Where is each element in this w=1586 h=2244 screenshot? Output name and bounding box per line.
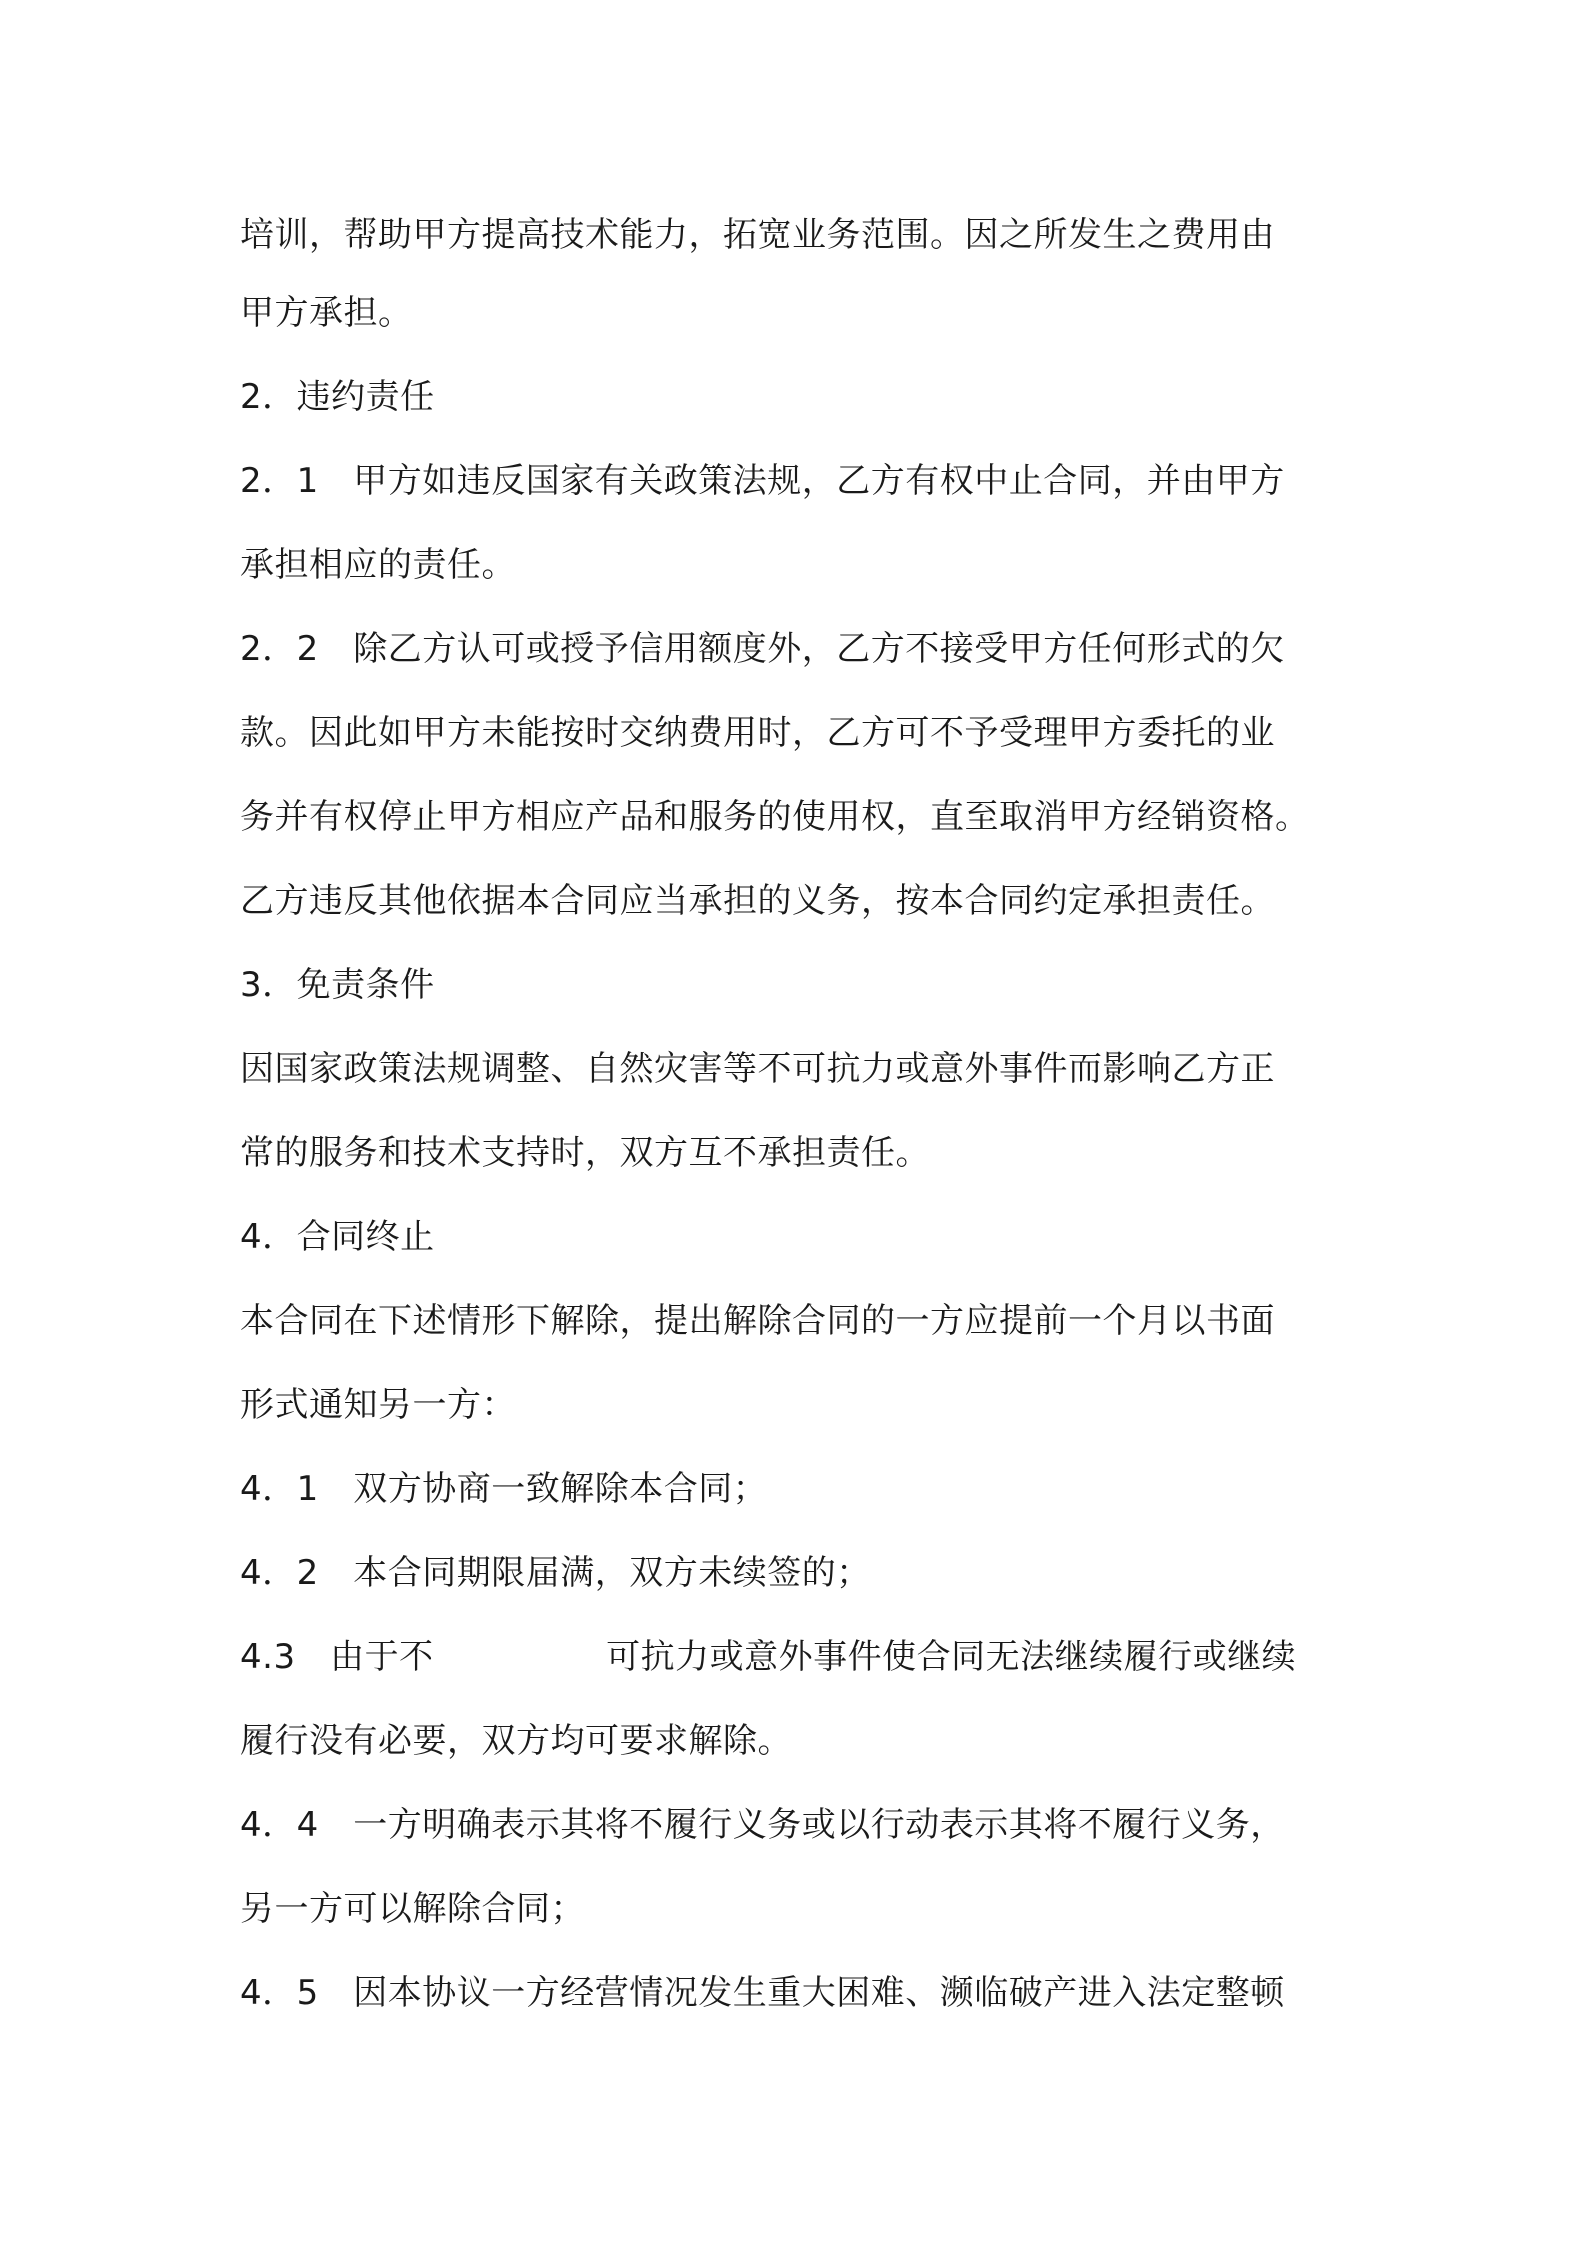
clause-line: 4．5 因本协议一方经营情况发生重大困难、濒临破产进入法定整顿 bbox=[240, 1973, 1285, 2013]
clause-line: 4．4 一方明确表示其将不履行义务或以行动表示其将不履行义务， bbox=[240, 1805, 1285, 1845]
section-heading: 3．免责条件 bbox=[240, 965, 435, 1005]
text-line: 务并有权停止甲方相应产品和服务的使用权，直至取消甲方经销资格。 bbox=[240, 797, 1310, 837]
text-line: 乙方违反其他依据本合同应当承担的义务，按本合同约定承担责任。 bbox=[240, 881, 1275, 921]
text-line: 培训，帮助甲方提高技术能力，拓宽业务范围。因之所发生之费用由 bbox=[240, 215, 1275, 255]
section-heading: 2．违约责任 bbox=[240, 377, 435, 417]
text-line: 承担相应的责任。 bbox=[240, 545, 516, 585]
text-line: 本合同在下述情形下解除，提出解除合同的一方应提前一个月以书面 bbox=[240, 1301, 1275, 1341]
text-line: 另一方可以解除合同； bbox=[240, 1889, 585, 1929]
text-line: 甲方承担。 bbox=[240, 293, 413, 333]
text-line: 因国家政策法规调整、自然灾害等不可抗力或意外事件而影响乙方正 bbox=[240, 1049, 1275, 1089]
section-heading: 4．合同终止 bbox=[240, 1217, 435, 1257]
text-line: 形式通知另一方： bbox=[240, 1385, 516, 1425]
clause-line: 2．1 甲方如违反国家有关政策法规，乙方有权中止合同，并由甲方 bbox=[240, 461, 1285, 501]
text-line: 常的服务和技术支持时，双方互不承担责任。 bbox=[240, 1133, 930, 1173]
clause-line: 4．2 本合同期限届满，双方未续签的； bbox=[240, 1553, 871, 1593]
text-line: 款。因此如甲方未能按时交纳费用时，乙方可不予受理甲方委托的业 bbox=[240, 713, 1275, 753]
clause-line: 2．2 除乙方认可或授予信用额度外，乙方不接受甲方任何形式的欠 bbox=[240, 629, 1285, 669]
text-line: 履行没有必要，双方均可要求解除。 bbox=[240, 1721, 792, 1761]
clause-line: 4.3 由于不 可抗力或意外事件使合同无法继续履行或继续 bbox=[240, 1637, 1297, 1677]
clause-line: 4．1 双方协商一致解除本合同； bbox=[240, 1469, 768, 1509]
